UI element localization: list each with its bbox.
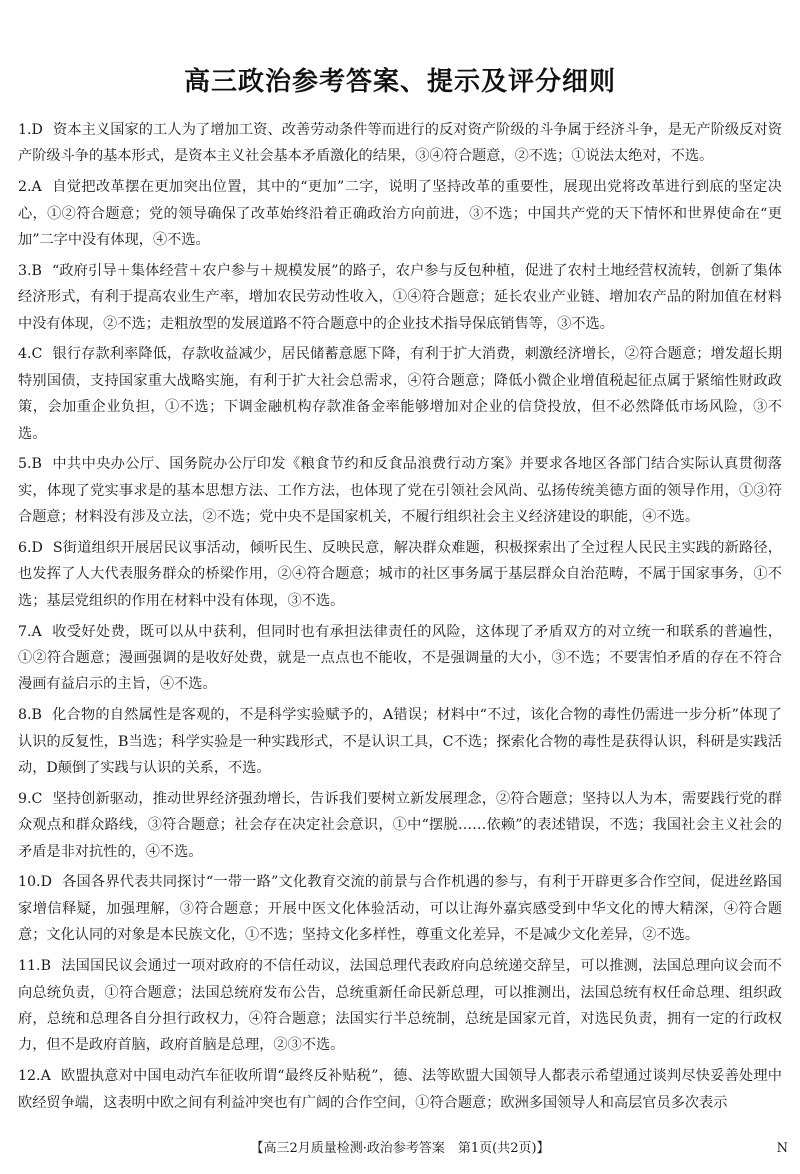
answer-item	[18, 451, 782, 530]
answer-key: A	[40, 1068, 51, 1085]
question-number: 4.	[18, 346, 32, 363]
answer-item	[18, 869, 782, 948]
question-number: 8.	[18, 707, 32, 724]
answer-key: B	[31, 456, 42, 473]
answer-item	[18, 535, 782, 614]
answer-list	[18, 117, 782, 1120]
answer-explanation: 收受好处费，既可以从中获利，但同时也有承担法律责任的风险，这体现了矛盾双方的对立统一和联系的普遍性，①②符合题意；漫画强调的是收好处费，就是一点点也不能收，不是强调量的大小，③不选；不要害怕矛盾的存在不符合漫画有益启示的主旨，④不选。	[18, 623, 782, 693]
question-number: 6.	[18, 540, 32, 557]
answer-explanation: 各国各界代表共同探讨“一带一路”文化教育交流的前景与合作机遇的参与，有利于开辟更多合作空间，促进丝路国家增信释疑，加强理解，③符合题意；开展中医文化体验活动，可以让海外嘉宾感受到中华文化的博大精深，④符合题意；文化认同的对象是本民族文化，①不选；坚持文化多样性，尊重文化差异，不是减少文化差异，②不选。	[18, 874, 782, 944]
answer-key: B	[31, 262, 42, 279]
answer-item	[18, 786, 782, 865]
answer-explanation: 坚持创新驱动，推动世界经济强劲增长，告诉我们要树立新发展理念，②符合题意；坚持以人为本，需要践行党的群众观点和群众路线，③符合题意；社会存在决定社会意识，①中“摆脱……依赖”的表述错误，不选；我国社会主义社会的矛盾是非对抗性的，④不选。	[18, 790, 782, 860]
answer-item	[18, 117, 782, 170]
answer-key: A	[31, 623, 42, 640]
answer-key: D	[31, 540, 43, 557]
question-number: 1.	[18, 122, 32, 138]
question-number: 12.	[18, 1068, 41, 1085]
answer-item	[18, 174, 782, 253]
answer-explanation: 中共中央办公厅、国务院办公厅印发《粮食节约和反食品浪费行动方案》并要求各地区各部门结合实际认真贯彻落实，体现了党实事求是的基本思想方法、工作方法，也体现了党在引领社会风尚、弘扬传统美德方面的领导作用，①③符合题意；材料没有涉及立法，②不选；党中央不是国家机关，不履行组织社会主义经济建设的职能，④不选。	[18, 456, 782, 526]
question-number: 3.	[18, 262, 32, 279]
answer-item	[18, 953, 782, 1059]
page-footer	[0, 1139, 800, 1159]
answer-item	[18, 702, 782, 781]
answer-explanation: “政府引导＋集体经营＋农户参与＋规模发展”的路子，农户参与反包种植，促进了农村土地经营权流转，创新了集体经济形式，有利于提高农业生产率，增加农民劳动性收入，①④符合题意；延长农业产业链、增加农产品的附加值在材料中没有体现，②不选；走粗放型的发展道路不符合题意中的企业技术指导保底销售等，③不选。	[18, 262, 782, 332]
answer-key: B	[40, 958, 52, 975]
question-number: 9.	[18, 790, 32, 807]
answer-explanation: 自觉把改革摆在更加突出位置，其中的“更加”二字，说明了坚持改革的重要性，展现出党将改革进行到底的坚定决心，①②符合题意；党的领导确保了改革始终沿着正确政治方向前进，③不选；中国共产党的天下情怀和世界使命在“更加”二字中没有体现，④不选。	[18, 179, 782, 249]
page-title: 高三政治参考答案、提示及评分细则	[183, 67, 616, 98]
question-number: 11.	[18, 958, 41, 975]
answer-item	[18, 341, 782, 447]
answer-explanation: 法国国民议会通过一项对政府的不信任动议，法国总理代表政府向总统递交辞呈，可以推测，法国总理向议会而不向总统负责，①符合题意；法国总统府发布公告，总统重新任命民新总理，可以推测出，法国总统有权任命总理、组织政府，总统和总理各自分担行政权力，④符合题意；法国实行半总统制，总统是国家元首，对选民负责，拥有一定的行政权力，但不是政府首脑，政府首脑是总理，②③不选。	[18, 958, 782, 1054]
answer-key: B	[31, 707, 42, 724]
answer-key: D	[40, 874, 52, 891]
answer-item	[18, 1063, 782, 1116]
question-number: 10.	[18, 874, 41, 891]
answer-item	[18, 619, 782, 698]
answer-item	[18, 258, 782, 337]
page-letter: N	[776, 1141, 788, 1156]
question-number: 2.	[18, 179, 32, 196]
answer-explanation: S街道组织开展居民议事活动，倾听民生、反映民意，解决群众难题，积极探索出了全过程人民民主实践的新路径，也发挥了人大代表服务群众的桥梁作用，②④符合题意；城市的社区事务属于基层群众自治范畴，不属于国家事务，①不选；基层党组织的作用在材料中没有体现，③不选。	[18, 540, 782, 609]
answer-key: A	[31, 179, 42, 196]
question-number: 5.	[18, 456, 32, 473]
footer-text: 【高三2月质量检测·政治参考答案 第1页(共2页)】	[250, 1141, 550, 1156]
answer-key: D	[31, 122, 43, 138]
answer-explanation: 化合物的自然属性是客观的，不是科学实验赋予的，A错误；材料中“不过，该化合物的毒性仍需进一步分析”体现了认识的反复性，B当选；科学实验是一种实践形式，不是认识工具，C不选；探索化合物的毒性是获得认识，科研是实践活动，D颠倒了实践与认识的关系，不选。	[18, 707, 782, 777]
answer-explanation: 银行存款利率降低，存款收益减少，居民储蓄意愿下降，有利于扩大消费，刺激经济增长，②符合题意；增发超长期特别国债，支持国家重大战略实施，有利于扩大社会总需求，④符合题意；降低小微企业增值税起征点属于紧缩性财政政策，会加重企业负担，①不选；下调金融机构存款准备金率能够增加对企业的信贷投放，但不必然降低市场风险，③不选。	[18, 346, 782, 442]
answer-explanation: 欧盟执意对中国电动汽车征收所谓“最终反补贴税”，德、法等欧盟大国领导人都表示希望通过谈判尽快妥善处理中欧经贸争端，这表明中欧之间有利益冲突也有广阔的合作空间，①符合题意；欧洲多国领导人和高层官员多次表示	[18, 1068, 782, 1111]
answer-key: C	[31, 790, 43, 807]
question-number: 7.	[18, 623, 32, 640]
answer-explanation: 资本主义国家的工人为了增加工资、改善劳动条件等而进行的反对资产阶级的斗争属于经济斗争，是无产阶级反对资产阶级斗争的基本形式，是资本主义社会基本矛盾激化的结果，③④符合题意，②不选；①说法太绝对，不选。	[18, 122, 782, 165]
answer-key: C	[31, 346, 43, 363]
